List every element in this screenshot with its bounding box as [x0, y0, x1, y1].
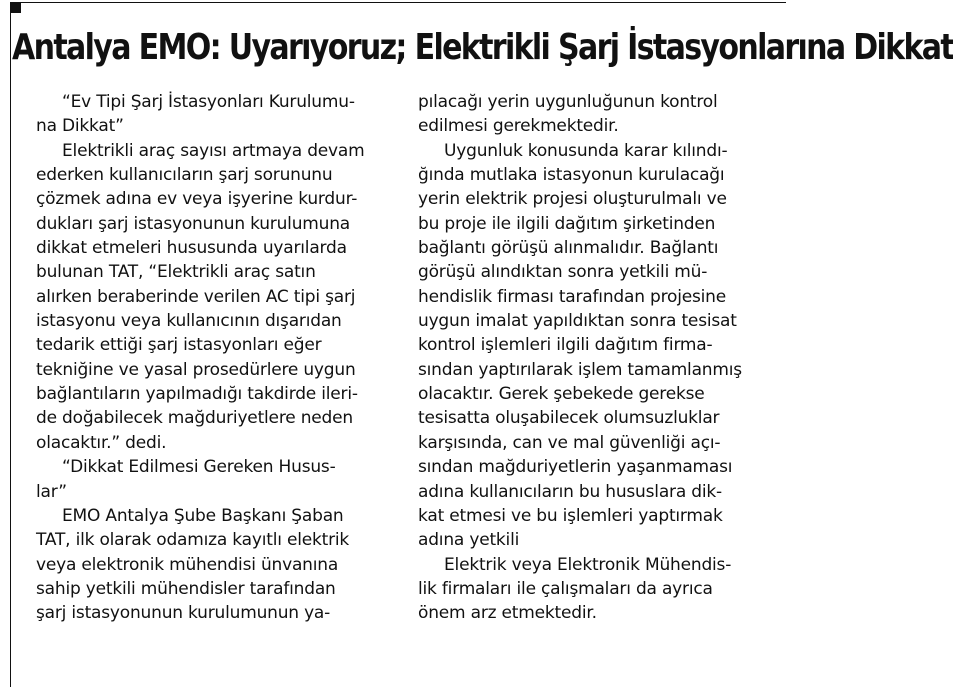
article-text-line: bu proje ile ilgili dağıtım şirketinden — [418, 213, 716, 234]
article-text-line: Elektrik veya Elektronik Mühendis- — [444, 554, 732, 575]
clipping-top-rule — [10, 2, 786, 3]
article-text-line: kat etmesi ve bu işlemleri yaptırmak — [418, 505, 723, 526]
article-text-line: tedarik ettiği şarj istasyonları eğer — [36, 335, 322, 356]
article-text-line: de doğabilecek mağduriyetlere neden — [36, 408, 353, 429]
article-text-line: pılacağı yerin uygunluğunun kontrol — [418, 92, 718, 112]
article-text-line: ğında mutlaka istasyonun kurulacağı — [418, 165, 725, 186]
article-text-line: olacaktır. Gerek şebekede gerekse — [418, 384, 705, 405]
article-text-line: lar” — [36, 481, 67, 502]
article-text-line: uygun imalat yapıldıktan sonra tesisat — [418, 311, 737, 332]
clipping-left-rule — [10, 2, 11, 687]
article-text-line: Elektrikli araç sayısı artmaya devam — [62, 140, 365, 161]
article-text-line: yerin elektrik projesi oluşturulmalı ve — [418, 189, 727, 210]
article-text-line: “Ev Tipi Şarj İstasyonları Kurulumu- — [62, 92, 355, 112]
article-text-line: sından mağduriyetlerin yaşanmaması — [418, 457, 733, 478]
article-text-line: alırken beraberinde verilen AC tipi şarj — [36, 286, 356, 307]
article-text-line: sahip yetkili mühendisler tarafından — [36, 578, 336, 599]
article-text-line: Uygunluk konusunda karar kılındı- — [444, 140, 728, 161]
article-text-line: bulunan TAT, “Elektrikli araç satın — [36, 262, 316, 283]
article-text-line: tekniğine ve yasal prosedürlere uygun — [36, 359, 356, 380]
article-text-line: çözmek adına ev veya işyerine kurdur- — [36, 189, 358, 210]
article-text-line: adına kullanıcıların bu hususlara dik- — [418, 481, 722, 502]
article-text-line: dukları şarj istasyonunun kurulumuna — [36, 213, 350, 234]
article-text-line: veya elektronik mühendisi ünvanına — [36, 554, 339, 575]
article-text-line: şarj istasyonunun kurulumunun ya- — [36, 603, 331, 624]
clipping-corner-mark — [10, 2, 21, 13]
article-text-line: bağlantıların yapılmadığı takdirde ileri- — [36, 384, 358, 405]
article-text-line: olacaktır.” dedi. — [36, 432, 167, 453]
article-text-line: ederken kullanıcıların şarj sorununu — [36, 165, 333, 186]
article-text-line: na Dikkat” — [36, 116, 124, 137]
article-text-line: önem arz etmektedir. — [418, 603, 597, 624]
article-text-line: lik firmaları ile çalışmaları da ayrıca — [418, 578, 713, 599]
article-text-line: edilmesi gerekmektedir. — [418, 116, 619, 137]
article-text-line: hendislik firması tarafından projesine — [418, 286, 726, 307]
article-text-line: kontrol işlemleri ilgili dağıtım firma- — [418, 335, 713, 356]
article-left-column — [36, 90, 398, 626]
article-right-column — [418, 90, 790, 626]
article-text-line: sından yaptırılarak işlem tamamlanmış — [418, 359, 742, 380]
article-headline: Antalya EMO: Uyarıyoruz; Elektrikli Şarj İstasyonlarına Dikkat — [12, 27, 953, 68]
article-text-line: adına yetkili — [418, 530, 520, 551]
article-text-line: “Dikkat Edilmesi Gereken Husus- — [62, 457, 336, 478]
article-text-line: tesisatta oluşabilecek olumsuzluklar — [418, 408, 720, 429]
article-text-line: dikkat etmeleri hususunda uyarılarda — [36, 238, 347, 259]
article-text-line: karşısında, can ve mal güvenliği açı- — [418, 432, 721, 453]
article-text-line: EMO Antalya Şube Başkanı Şaban — [62, 505, 344, 526]
article-text-line: bağlantı görüşü alınmalıdır. Bağlantı — [418, 238, 719, 259]
article-text-line: görüşü alındıktan sonra yetkili mü- — [418, 262, 708, 283]
article-text-line: istasyonu veya kullanıcının dışarıdan — [36, 311, 342, 332]
article-text-line: TAT, ilk olarak odamıza kayıtlı elektrik — [36, 530, 350, 551]
